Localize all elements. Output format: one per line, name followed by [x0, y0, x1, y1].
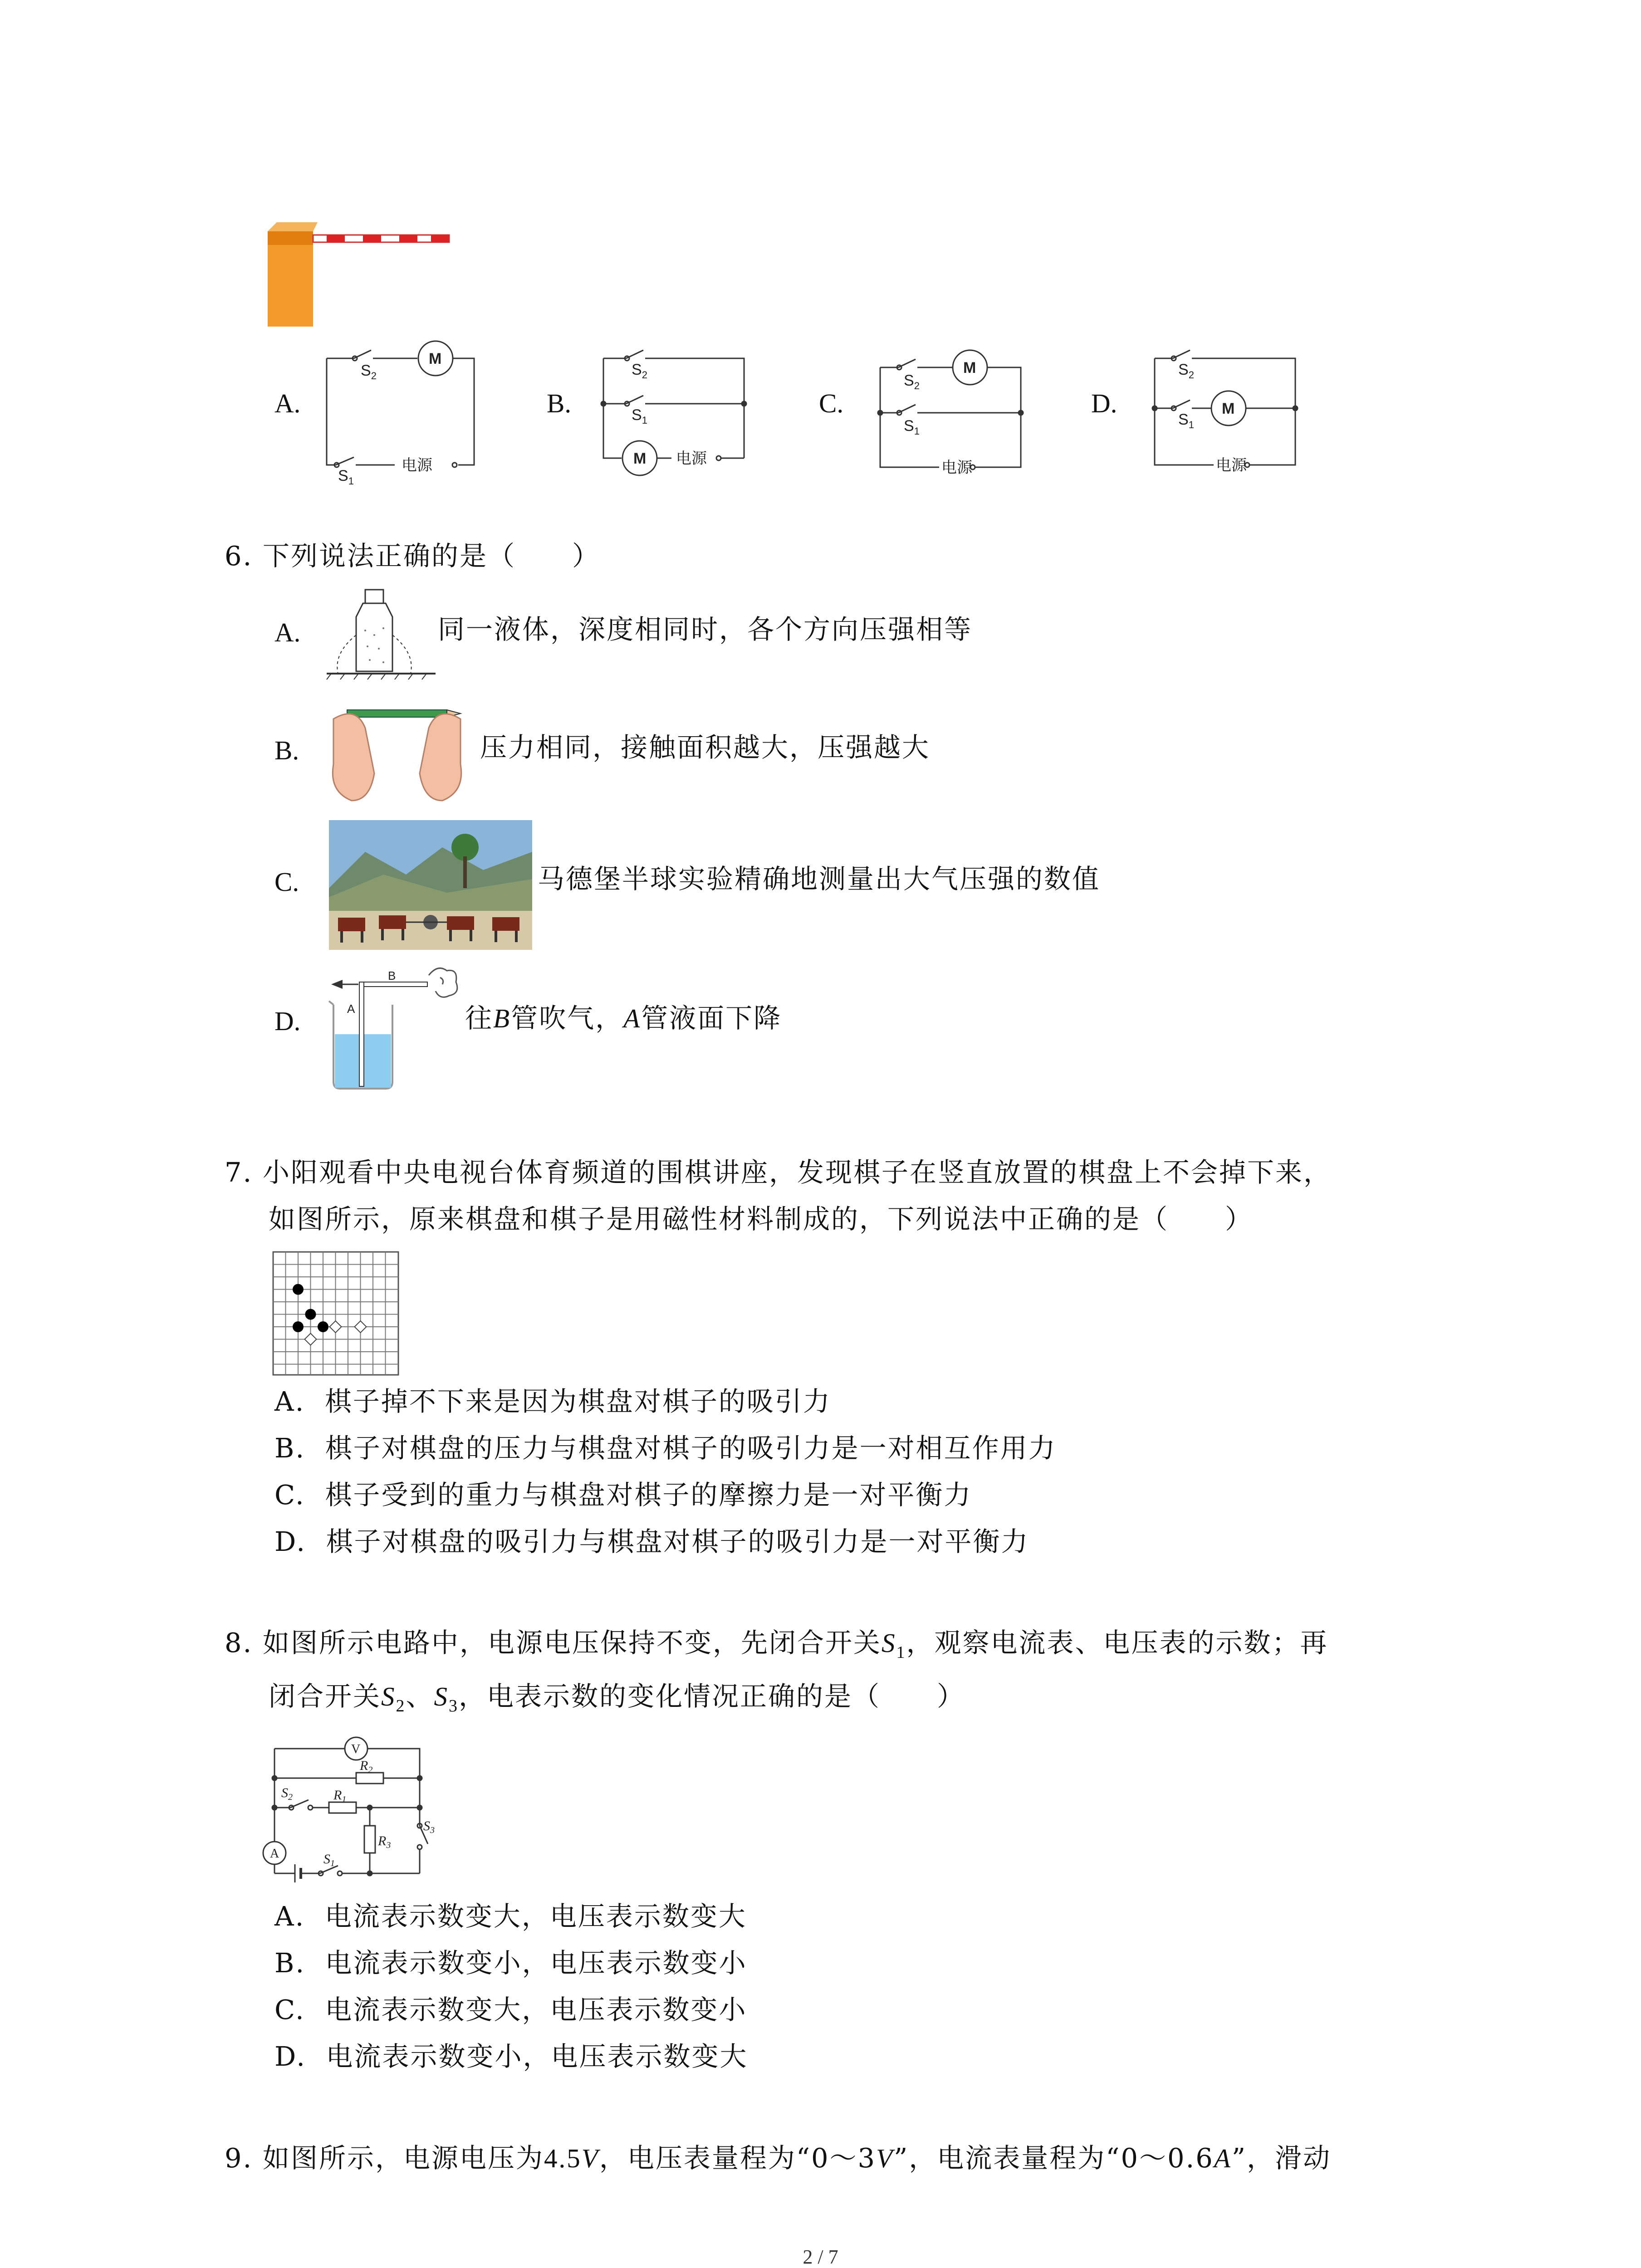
q6-a-liquid-pressure-figure [324, 590, 438, 680]
q6-option-b-text: 压力相同，接触面积越大，压强越大 [480, 732, 931, 763]
q5-b-s1-label: $S_1$ [632, 406, 647, 426]
q5-c-power-label: 电源 [941, 459, 972, 476]
q7-option-d: D. 棋子对棋盘的吸引力与棋盘对棋子的吸引力是一对平衡力 [274, 1526, 1029, 1557]
q6-c-magdeburg-figure [329, 820, 532, 950]
q8-circuit-figure [265, 1728, 447, 1892]
q5-option-b-circuit [594, 349, 758, 476]
q5-d-s1-label: $S_1$ [1178, 411, 1194, 430]
q5-b-motor-label: M [633, 450, 647, 467]
q6-d-fig-label-a: A [347, 1002, 355, 1016]
q6-option-c-text: 马德堡半球实验精确地测量出大气压强的数值 [538, 863, 1101, 894]
q6-option-b-label: B. [274, 735, 299, 765]
q5-option-a-label: A. [274, 388, 301, 418]
q5-c-motor-label: M [963, 359, 976, 376]
black-stone [293, 1321, 304, 1332]
q6-option-d-text: 往B管吹气，A管液面下降 [465, 1002, 782, 1034]
q8-option-b: B. 电流表示数变小，电压表示数变小 [274, 1947, 747, 1979]
q5-option-c-circuit [871, 349, 1034, 476]
q8-stem-line1: 8. 如图所示电路中，电源电压保持不变，先闭合开关$S_1$，观察电流表、电压表的示数；再 [225, 1627, 1328, 1662]
q6-stem: 6. 下列说法正确的是（ ） [225, 540, 601, 572]
q6-option-c-label: C. [274, 867, 299, 897]
q5-a-motor-label: M [429, 350, 442, 367]
q8-s1-label: $S_1$ [323, 1852, 335, 1868]
q8-stem-line2: 闭合开关$S_2$、$S_3$，电表示数的变化情况正确的是（ ） [269, 1681, 965, 1716]
q8-r3-label: $R_3$ [378, 1833, 391, 1850]
q5-b-power-label: 电源 [676, 450, 707, 467]
q7-option-c: C. 棋子受到的重力与棋盘对棋子的摩擦力是一对平衡力 [274, 1479, 972, 1510]
page-number: 2 / 7 [803, 2246, 838, 2268]
q7-stem-line1: 7. 小阳观看中央电视台体育频道的围棋讲座，发现棋子在竖直放置的棋盘上不会掉下来， [225, 1157, 1332, 1188]
black-stone [293, 1284, 304, 1295]
q5-c-s2-label: $S_2$ [904, 372, 920, 391]
q7-go-board-figure [272, 1251, 399, 1376]
black-stone [305, 1309, 316, 1320]
q5-a-power-label: 电源 [402, 457, 432, 474]
q6-b-pencil-hands-figure [324, 701, 470, 805]
q6-option-a-text: 同一液体，深度相同时，各个方向压强相等 [438, 614, 973, 645]
q8-ammeter-label: A [270, 1847, 279, 1861]
q5-b-s2-label: $S_2$ [632, 361, 647, 381]
q8-s3-label: $S_3$ [423, 1818, 435, 1835]
q8-option-a: A. 电流表示数变大，电压表示数变大 [274, 1901, 747, 1932]
q9-stem: 9. 如图所示，电源电压为4.5V，电压表量程为“0～3V”，电流表量程为“0～0.6A”，滑动 [225, 2142, 1332, 2174]
q5-d-power-label: 电源 [1216, 457, 1247, 474]
q6-option-d-label: D. [274, 1006, 301, 1036]
q5-option-d-circuit [1146, 349, 1309, 472]
q8-option-d: D. 电流表示数变小，电压表示数变大 [274, 2041, 748, 2072]
q5-option-a-circuit [318, 340, 490, 487]
q5-option-d-label: D. [1091, 388, 1117, 418]
q6-d-fig-label-b: B [388, 969, 396, 982]
q5-a-s1-label: $S_1$ [338, 467, 354, 487]
q8-s2-label: $S_2$ [281, 1785, 293, 1802]
q7-option-b: B. 棋子对棋盘的压力与棋盘对棋子的吸引力是一对相互作用力 [274, 1432, 1057, 1464]
q5-d-motor-label: M [1222, 400, 1235, 417]
q5-c-s1-label: $S_1$ [904, 417, 920, 437]
q6-option-a-label: A. [274, 617, 301, 647]
q8-option-c: C. 电流表示数变大，电压表示数变小 [274, 1994, 747, 2025]
q6-d-blowing-tube-figure [322, 955, 463, 1091]
q7-stem-line2: 如图所示，原来棋盘和棋子是用磁性材料制成的，下列说法中正确的是（ ） [269, 1203, 1254, 1235]
q8-voltmeter-label: V [351, 1742, 361, 1756]
q5-option-b-label: B. [547, 388, 572, 418]
q5-d-s2-label: $S_2$ [1178, 361, 1194, 381]
q5-option-c-label: C. [819, 388, 844, 418]
q7-option-a: A. 棋子掉不下来是因为棋盘对棋子的吸引力 [274, 1386, 831, 1417]
barrier-gate-image [263, 218, 454, 336]
q5-a-s2-label: $S_2$ [361, 362, 377, 381]
q8-r1-label: $R_1$ [333, 1788, 347, 1804]
black-stone [318, 1321, 328, 1332]
q8-r2-label: $R_2$ [360, 1758, 373, 1775]
